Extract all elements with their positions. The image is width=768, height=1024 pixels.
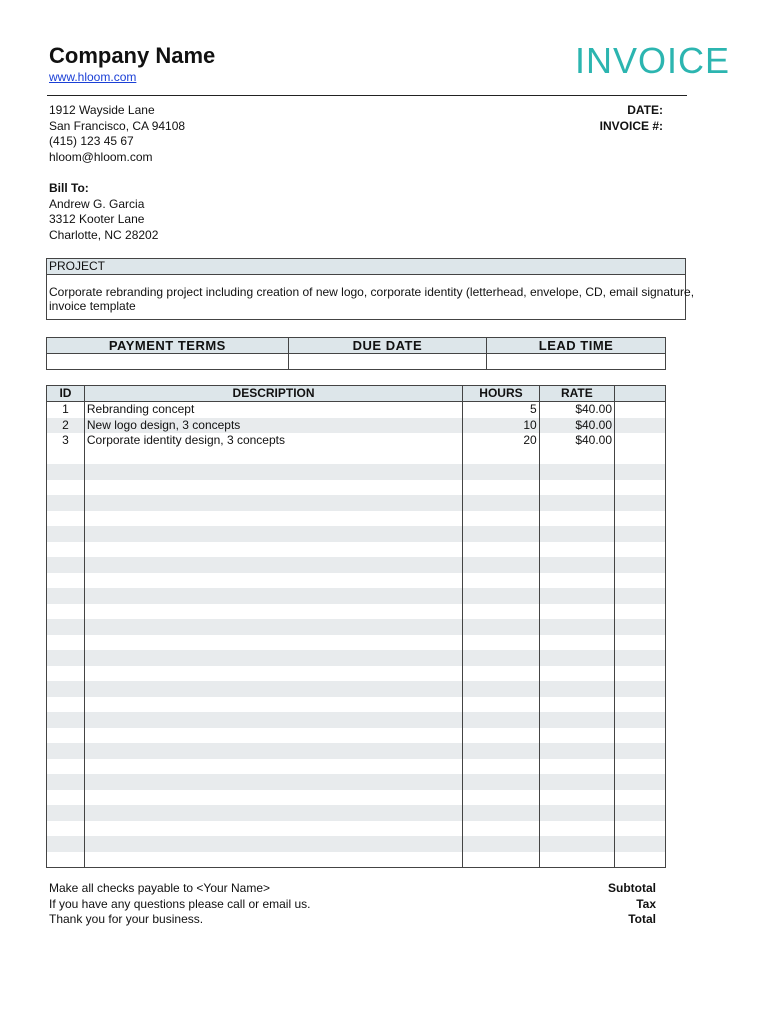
terms-table bbox=[46, 337, 666, 370]
empty-cell bbox=[47, 681, 85, 697]
item-hours: 5 bbox=[463, 402, 539, 418]
project-box bbox=[46, 258, 695, 320]
empty-cell bbox=[47, 650, 85, 666]
empty-cell bbox=[463, 650, 539, 666]
empty-cell bbox=[539, 759, 614, 775]
empty-cell bbox=[615, 635, 666, 651]
empty-cell bbox=[615, 666, 666, 682]
empty-cell bbox=[47, 480, 85, 496]
items-header-row bbox=[47, 386, 666, 402]
empty-cell bbox=[463, 573, 539, 589]
empty-cell bbox=[47, 635, 85, 651]
empty-cell bbox=[615, 449, 666, 465]
empty-cell bbox=[615, 712, 666, 728]
empty-cell bbox=[84, 759, 462, 775]
empty-cell bbox=[539, 480, 614, 496]
bill-to-street: 3312 Kooter Lane bbox=[49, 212, 145, 226]
empty-cell bbox=[47, 805, 85, 821]
empty-cell bbox=[615, 728, 666, 744]
empty-cell bbox=[84, 604, 462, 620]
invoice-title: INVOICE bbox=[575, 40, 731, 81]
table-row-empty bbox=[47, 666, 666, 682]
empty-cell bbox=[47, 743, 85, 759]
empty-cell bbox=[615, 480, 666, 496]
table-row-empty bbox=[47, 542, 666, 558]
table-row-empty bbox=[47, 805, 666, 821]
empty-cell bbox=[84, 852, 462, 868]
empty-cell bbox=[539, 650, 614, 666]
table-row-empty bbox=[47, 774, 666, 790]
table-row-empty bbox=[47, 790, 666, 806]
empty-cell bbox=[539, 790, 614, 806]
empty-cell bbox=[47, 712, 85, 728]
table-row bbox=[47, 418, 666, 434]
empty-cell bbox=[84, 650, 462, 666]
tax-label: Tax bbox=[636, 896, 656, 911]
empty-cell bbox=[463, 511, 539, 527]
item-hours: 20 bbox=[463, 433, 539, 449]
empty-cell bbox=[463, 852, 539, 868]
payment-terms-cell[interactable] bbox=[47, 354, 289, 370]
item-rate: $40.00 bbox=[539, 418, 614, 434]
empty-cell bbox=[615, 836, 666, 852]
empty-cell bbox=[539, 495, 614, 511]
item-rate: $40.00 bbox=[539, 402, 614, 418]
empty-cell bbox=[84, 635, 462, 651]
company-name: Company Name bbox=[49, 43, 216, 68]
empty-cell bbox=[84, 821, 462, 837]
empty-cell bbox=[463, 821, 539, 837]
table-row-empty bbox=[47, 526, 666, 542]
payment-terms-header: PAYMENT TERMS bbox=[47, 338, 289, 354]
item-id: 3 bbox=[47, 433, 85, 449]
project-label: PROJECT bbox=[47, 259, 685, 275]
empty-cell bbox=[463, 728, 539, 744]
empty-cell bbox=[615, 821, 666, 837]
table-row-empty bbox=[47, 852, 666, 868]
empty-cell bbox=[539, 852, 614, 868]
lead-time-cell[interactable] bbox=[487, 354, 666, 370]
item-amount bbox=[615, 402, 666, 418]
empty-cell bbox=[47, 852, 85, 868]
table-row-empty bbox=[47, 449, 666, 465]
empty-cell bbox=[84, 464, 462, 480]
empty-cell bbox=[84, 449, 462, 465]
empty-cell bbox=[539, 712, 614, 728]
item-amount bbox=[615, 433, 666, 449]
empty-cell bbox=[463, 635, 539, 651]
empty-cell bbox=[84, 526, 462, 542]
empty-cell bbox=[84, 681, 462, 697]
footer-thanks-note: Thank you for your business. bbox=[49, 912, 204, 926]
empty-cell bbox=[47, 511, 85, 527]
empty-cell bbox=[615, 681, 666, 697]
company-website-link[interactable]: www.hloom.com bbox=[49, 70, 137, 84]
empty-cell bbox=[463, 604, 539, 620]
empty-cell bbox=[615, 464, 666, 480]
empty-cell bbox=[615, 650, 666, 666]
description-column-header: DESCRIPTION bbox=[84, 386, 462, 402]
table-row bbox=[47, 402, 666, 418]
footer-notes bbox=[49, 881, 310, 928]
empty-cell bbox=[47, 526, 85, 542]
rate-column-header: RATE bbox=[539, 386, 614, 402]
item-id: 2 bbox=[47, 418, 85, 434]
due-date-cell[interactable] bbox=[288, 354, 486, 370]
empty-cell bbox=[539, 449, 614, 465]
id-column-header: ID bbox=[47, 386, 85, 402]
empty-cell bbox=[539, 728, 614, 744]
hours-column-header: HOURS bbox=[463, 386, 539, 402]
empty-cell bbox=[615, 805, 666, 821]
empty-cell bbox=[84, 836, 462, 852]
item-description: Corporate identity design, 3 concepts bbox=[84, 433, 462, 449]
empty-cell bbox=[539, 821, 614, 837]
empty-cell bbox=[84, 805, 462, 821]
empty-cell bbox=[615, 604, 666, 620]
date-label: DATE: bbox=[627, 103, 663, 117]
empty-cell bbox=[463, 743, 539, 759]
header-divider bbox=[47, 95, 687, 96]
footer-questions-note: If you have any questions please call or email us. bbox=[49, 896, 311, 911]
table-row-empty bbox=[47, 480, 666, 496]
empty-cell bbox=[463, 697, 539, 713]
empty-cell bbox=[463, 759, 539, 775]
empty-cell bbox=[47, 774, 85, 790]
project-description: Corporate rebranding project including creation of new logo, corporate identity (letterhead, envelope, CD, email signature, invoice template bbox=[49, 285, 695, 313]
table-row-empty bbox=[47, 681, 666, 697]
bill-to-city: Charlotte, NC 28202 bbox=[49, 227, 159, 242]
empty-cell bbox=[47, 821, 85, 837]
empty-cell bbox=[84, 666, 462, 682]
empty-cell bbox=[47, 836, 85, 852]
empty-cell bbox=[47, 759, 85, 775]
empty-cell bbox=[615, 573, 666, 589]
address-phone: (415) 123 45 67 bbox=[49, 134, 134, 148]
empty-cell bbox=[539, 774, 614, 790]
empty-cell bbox=[539, 836, 614, 852]
items-table bbox=[46, 385, 666, 868]
address-street: 1912 Wayside Lane bbox=[49, 103, 155, 117]
empty-cell bbox=[47, 619, 85, 635]
empty-cell bbox=[47, 666, 85, 682]
table-row bbox=[47, 433, 666, 449]
empty-cell bbox=[84, 774, 462, 790]
empty-cell bbox=[615, 557, 666, 573]
empty-cell bbox=[463, 790, 539, 806]
empty-cell bbox=[539, 619, 614, 635]
empty-cell bbox=[47, 588, 85, 604]
empty-cell bbox=[463, 480, 539, 496]
subtotal-label: Subtotal bbox=[608, 881, 656, 895]
empty-cell bbox=[463, 666, 539, 682]
empty-cell bbox=[539, 805, 614, 821]
table-row-empty bbox=[47, 557, 666, 573]
item-amount bbox=[615, 418, 666, 434]
empty-cell bbox=[84, 697, 462, 713]
empty-cell bbox=[463, 836, 539, 852]
address-email: hloom@hloom.com bbox=[49, 149, 153, 164]
table-row-empty bbox=[47, 588, 666, 604]
empty-cell bbox=[84, 542, 462, 558]
address-city: San Francisco, CA 94108 bbox=[49, 118, 186, 133]
table-row-empty bbox=[47, 650, 666, 666]
empty-cell bbox=[539, 588, 614, 604]
table-row-empty bbox=[47, 495, 666, 511]
empty-cell bbox=[463, 557, 539, 573]
empty-cell bbox=[84, 573, 462, 589]
item-description: New logo design, 3 concepts bbox=[84, 418, 462, 434]
empty-cell bbox=[615, 511, 666, 527]
empty-cell bbox=[615, 542, 666, 558]
table-row-empty bbox=[47, 511, 666, 527]
empty-cell bbox=[539, 557, 614, 573]
table-row-empty bbox=[47, 604, 666, 620]
table-row-empty bbox=[47, 635, 666, 651]
table-row-empty bbox=[47, 573, 666, 589]
invoice-number-label: INVOICE #: bbox=[599, 118, 663, 133]
empty-cell bbox=[84, 712, 462, 728]
empty-cell bbox=[615, 774, 666, 790]
invoice-meta bbox=[560, 103, 663, 134]
empty-cell bbox=[539, 573, 614, 589]
total-label: Total bbox=[628, 912, 656, 926]
empty-cell bbox=[47, 573, 85, 589]
table-row-empty bbox=[47, 697, 666, 713]
item-id: 1 bbox=[47, 402, 85, 418]
empty-cell bbox=[47, 542, 85, 558]
empty-cell bbox=[463, 588, 539, 604]
empty-cell bbox=[539, 526, 614, 542]
table-row-empty bbox=[47, 619, 666, 635]
empty-cell bbox=[615, 852, 666, 868]
table-row-empty bbox=[47, 759, 666, 775]
empty-cell bbox=[84, 790, 462, 806]
amount-column-header bbox=[615, 386, 666, 402]
empty-cell bbox=[539, 511, 614, 527]
empty-cell bbox=[84, 728, 462, 744]
table-row-empty bbox=[47, 836, 666, 852]
empty-cell bbox=[539, 604, 614, 620]
empty-cell bbox=[615, 495, 666, 511]
empty-cell bbox=[539, 666, 614, 682]
footer-payable-note: Make all checks payable to <Your Name> bbox=[49, 881, 271, 895]
due-date-header: DUE DATE bbox=[288, 338, 486, 354]
empty-cell bbox=[84, 511, 462, 527]
empty-cell bbox=[615, 743, 666, 759]
bill-to-label: Bill To: bbox=[49, 181, 89, 195]
empty-cell bbox=[84, 588, 462, 604]
empty-cell bbox=[47, 697, 85, 713]
table-row-empty bbox=[47, 728, 666, 744]
empty-cell bbox=[539, 681, 614, 697]
empty-cell bbox=[615, 697, 666, 713]
empty-cell bbox=[47, 604, 85, 620]
bill-to-block bbox=[49, 181, 158, 243]
empty-cell bbox=[539, 464, 614, 480]
empty-cell bbox=[47, 728, 85, 744]
table-row-empty bbox=[47, 821, 666, 837]
totals-labels bbox=[560, 881, 656, 928]
empty-cell bbox=[47, 790, 85, 806]
empty-cell bbox=[47, 449, 85, 465]
empty-cell bbox=[463, 619, 539, 635]
empty-cell bbox=[615, 619, 666, 635]
empty-cell bbox=[47, 464, 85, 480]
company-address bbox=[49, 103, 185, 165]
empty-cell bbox=[47, 557, 85, 573]
empty-cell bbox=[463, 774, 539, 790]
table-row-empty bbox=[47, 743, 666, 759]
empty-cell bbox=[615, 790, 666, 806]
empty-cell bbox=[615, 759, 666, 775]
empty-cell bbox=[84, 495, 462, 511]
empty-cell bbox=[615, 588, 666, 604]
item-hours: 10 bbox=[463, 418, 539, 434]
bill-to-name: Andrew G. Garcia bbox=[49, 196, 145, 211]
empty-cell bbox=[463, 495, 539, 511]
empty-cell bbox=[84, 619, 462, 635]
empty-cell bbox=[463, 449, 539, 465]
empty-cell bbox=[84, 743, 462, 759]
empty-cell bbox=[84, 480, 462, 496]
empty-cell bbox=[463, 712, 539, 728]
empty-cell bbox=[463, 526, 539, 542]
empty-cell bbox=[539, 697, 614, 713]
empty-cell bbox=[463, 805, 539, 821]
empty-cell bbox=[539, 542, 614, 558]
empty-cell bbox=[463, 464, 539, 480]
empty-cell bbox=[539, 635, 614, 651]
item-rate: $40.00 bbox=[539, 433, 614, 449]
empty-cell bbox=[615, 526, 666, 542]
lead-time-header: LEAD TIME bbox=[487, 338, 666, 354]
empty-cell bbox=[84, 557, 462, 573]
empty-cell bbox=[463, 681, 539, 697]
empty-cell bbox=[47, 495, 85, 511]
table-row-empty bbox=[47, 712, 666, 728]
empty-cell bbox=[463, 542, 539, 558]
table-row-empty bbox=[47, 464, 666, 480]
empty-cell bbox=[539, 743, 614, 759]
item-description: Rebranding concept bbox=[84, 402, 462, 418]
